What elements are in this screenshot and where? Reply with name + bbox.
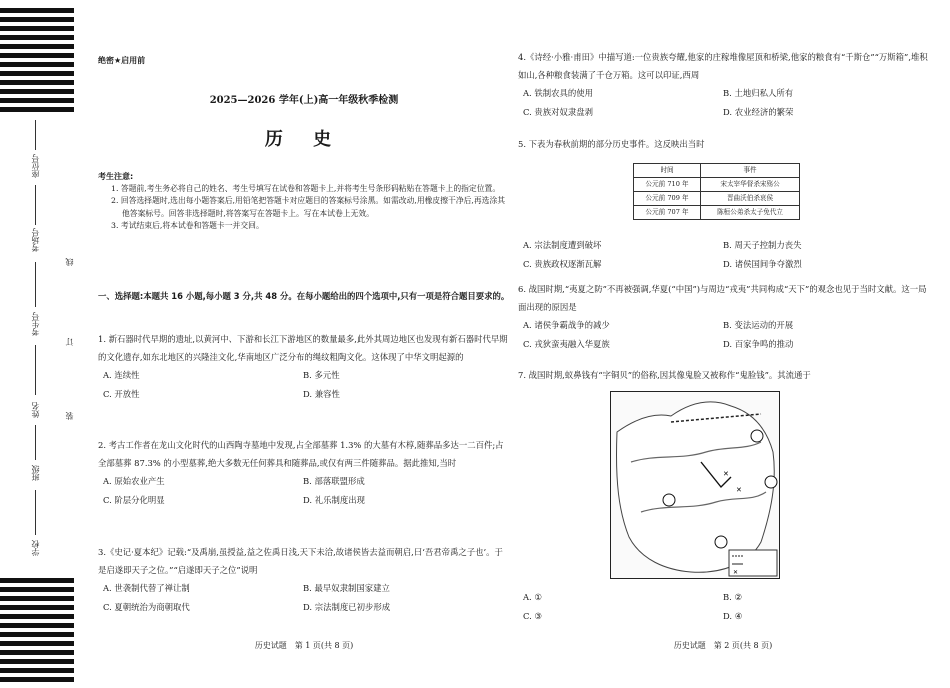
marker-circle: [765, 476, 777, 488]
question-5: [518, 135, 930, 153]
binding-line: [35, 490, 36, 535]
notice-item: 3. 考试结束后,将本试卷和答题卡一并交回。: [111, 221, 264, 231]
option-c[interactable]: C. 贵族政权逐渐瓦解: [523, 259, 602, 270]
binding-strip: [0, 0, 90, 688]
option-b[interactable]: B. 最早奴隶制国家建立: [303, 583, 390, 594]
battle-mark: ✕: [736, 486, 742, 494]
table-cell: 陈桓公弟杀太子免代立: [701, 206, 800, 220]
option-d[interactable]: D. 宗法制度已初步形成: [303, 602, 391, 613]
legend-swatch: ✕: [733, 569, 739, 576]
option-b[interactable]: B. 部落联盟形成: [303, 476, 365, 487]
option-a[interactable]: A. 连续性: [103, 370, 140, 381]
table-row: [634, 192, 800, 206]
question-1: [98, 330, 510, 405]
table-header: 时间: [634, 164, 701, 178]
bottom-stripes: [0, 578, 74, 686]
question-6: [518, 280, 930, 355]
option-d[interactable]: D. 兼容性: [303, 389, 340, 400]
top-stripes: [0, 8, 74, 116]
warring-states-map: [610, 391, 780, 579]
table-cell: 宋太宰华督杀宋殇公: [701, 178, 800, 192]
option-a[interactable]: A. 诸侯争霸战争的减少: [523, 320, 610, 331]
page-footer: 历史试题 第 1 页(共 8 页): [254, 641, 354, 650]
option-b[interactable]: B. 周天子控制力丧失: [723, 240, 802, 250]
option-c[interactable]: C. 夏朝统治为商朝取代: [103, 602, 190, 613]
marker-circle: [715, 536, 727, 548]
option-d[interactable]: D. 诸侯国间争夺激烈: [723, 259, 802, 270]
marker-circle: [751, 430, 763, 442]
exam-title: 2025—2026 学年(上)高一年级秋季检测: [209, 95, 399, 106]
table-row: [634, 178, 800, 192]
question-4: [518, 48, 930, 123]
option-d[interactable]: D. ④: [723, 611, 743, 622]
option-c[interactable]: C. ③: [523, 611, 542, 622]
notice-item: 1. 答题前,考生务必将自己的姓名、考生号填写在试卷和答题卡上,并将考生号条形码粘贴在答题卡上的指定位置。: [111, 184, 501, 193]
page-1: [98, 0, 510, 688]
table-row: [634, 206, 800, 220]
bind-word-staple: 订: [65, 338, 74, 346]
option-b[interactable]: B. 变法运动的开展: [723, 320, 794, 331]
question-stem: 6. 战国时期,“夷夏之防”不再被强调,华夏(“中国”)与周边“戎夷”共同构成“天下”的观念也见于当时文献。这一局面出现的原因是: [518, 284, 927, 313]
candidate-notice: [98, 171, 510, 233]
label-name: 姓名: [31, 402, 40, 418]
table-cell: 公元前 707 年: [634, 206, 701, 220]
page-footer: 历史试题 第 2 页(共 8 页): [673, 641, 773, 650]
subject-title: 历 史: [264, 129, 344, 150]
question-stem: 1. 新石器时代早期的遗址,以黄河中、下游和长江下游地区的数量最多,此外其周边地区也发现有新石器时代早期的文化遗存,如东北地区的兴隆洼文化,华南地区广泛分布的绳纹粗陶文化。这体现了中华文明起源的: [98, 334, 508, 363]
option-a[interactable]: A. ①: [523, 592, 542, 602]
option-c[interactable]: C. 开放性: [103, 389, 140, 400]
label-room: 考场号: [31, 228, 40, 252]
question-7-options: [518, 588, 928, 627]
binding-line: [35, 120, 36, 150]
bind-word-line: 线: [65, 258, 74, 266]
option-a[interactable]: A. 铁制农具的使用: [523, 88, 593, 99]
label-seat: 座位号: [31, 154, 40, 178]
question-stem: 2. 考古工作者在龙山文化时代的山西陶寺墓地中发现,占全部墓葬 1.3% 的大墓有木椁,随葬品多达一二百件;占全部墓葬 87.3% 的小型墓葬,绝大多数无任何葬具和随葬品,或仅有两三件随葬品。据此推知,当时: [98, 440, 504, 469]
notice-item: 2. 回答选择题时,选出每小题答案后,用铅笔把答题卡对应题目的答案标号涂黑。如需改动,用橡皮擦干净后,再选涂其他答案标号。回答非选择题时,将答案写在答题卡上。写在本试卷上无效。: [111, 196, 506, 218]
section-intro: 一、选择题:本题共 16 小题,每小题 3 分,共 48 分。在每小题给出的四个选项中,只有一项是符合题目要求的。: [98, 291, 510, 301]
binding-line: [35, 185, 36, 225]
table-cell: 公元前 709 年: [634, 192, 701, 206]
option-c[interactable]: C. 贵族对奴隶盘剥: [523, 107, 594, 118]
option-c[interactable]: C. 戎狄蛮夷融入华夏族: [523, 339, 610, 350]
option-a[interactable]: A. 世袭制代替了禅让制: [103, 583, 190, 594]
confidential-label: 绝密★启用前: [98, 56, 146, 65]
binding-line: [35, 345, 36, 395]
question-5-options: [518, 236, 928, 275]
binding-line: [35, 425, 36, 460]
battle-mark: ✕: [723, 470, 729, 478]
binding-line: [35, 262, 36, 307]
question-7: [518, 366, 930, 384]
option-c[interactable]: C. 阶层分化明显: [103, 495, 165, 506]
table-header: 事件: [701, 164, 800, 178]
option-b[interactable]: B. 多元性: [303, 370, 340, 381]
option-b[interactable]: B. ②: [723, 592, 742, 602]
option-a[interactable]: A. 原始农业产生: [103, 476, 165, 487]
option-d[interactable]: D. 农业经济的繁荣: [723, 107, 794, 118]
label-candidate: 考生号: [31, 312, 40, 336]
table-cell: 晋曲沃伯杀哀侯: [701, 192, 800, 206]
question-stem: 7. 战国时期,蚁鼻钱有“字铜贝”的俗称,因其像鬼脸又被称作“鬼脸钱”。其流通于: [518, 370, 811, 380]
events-table: [633, 163, 800, 220]
option-d[interactable]: D. 礼乐制度出现: [303, 495, 365, 506]
question-stem: 5. 下表为春秋前期的部分历史事件。这反映出当时: [518, 139, 705, 149]
question-stem: 3.《史记·夏本纪》记载:“及禹崩,虽授益,益之佐禹日浅,天下未洽,故诸侯皆去益而朝启,曰‘吾君帝禹之子也’。于是启遂即天子之位。”“启遂即天子之位”说明: [98, 547, 503, 576]
option-d[interactable]: D. 百家争鸣的推动: [723, 339, 794, 350]
territory-outline: [617, 402, 775, 572]
bind-word-bind: 装: [65, 412, 74, 420]
question-stem: 4.《诗经·小雅·甫田》中描写道:一位贵族夸耀,他家的庄稼堆像屋顶和桥梁,他家的粮食有“千斯仓”“万斯箱”,堆积如山,各种粮食装满了千仓万箱。这可以印证,西周: [518, 52, 928, 81]
table-cell: 公元前 710 年: [634, 178, 701, 192]
option-b[interactable]: B. 土地归私人所有: [723, 88, 794, 99]
question-3: [98, 543, 510, 618]
option-a[interactable]: A. 宗法制度遭到破坏: [523, 240, 602, 250]
notice-heading: 考生注意:: [98, 172, 134, 181]
question-2: [98, 436, 510, 511]
map-svg: [611, 392, 781, 580]
label-school: 学校: [31, 540, 40, 556]
label-class: 班级: [31, 465, 40, 481]
marker-circle: [663, 494, 675, 506]
page-2: [518, 0, 928, 688]
